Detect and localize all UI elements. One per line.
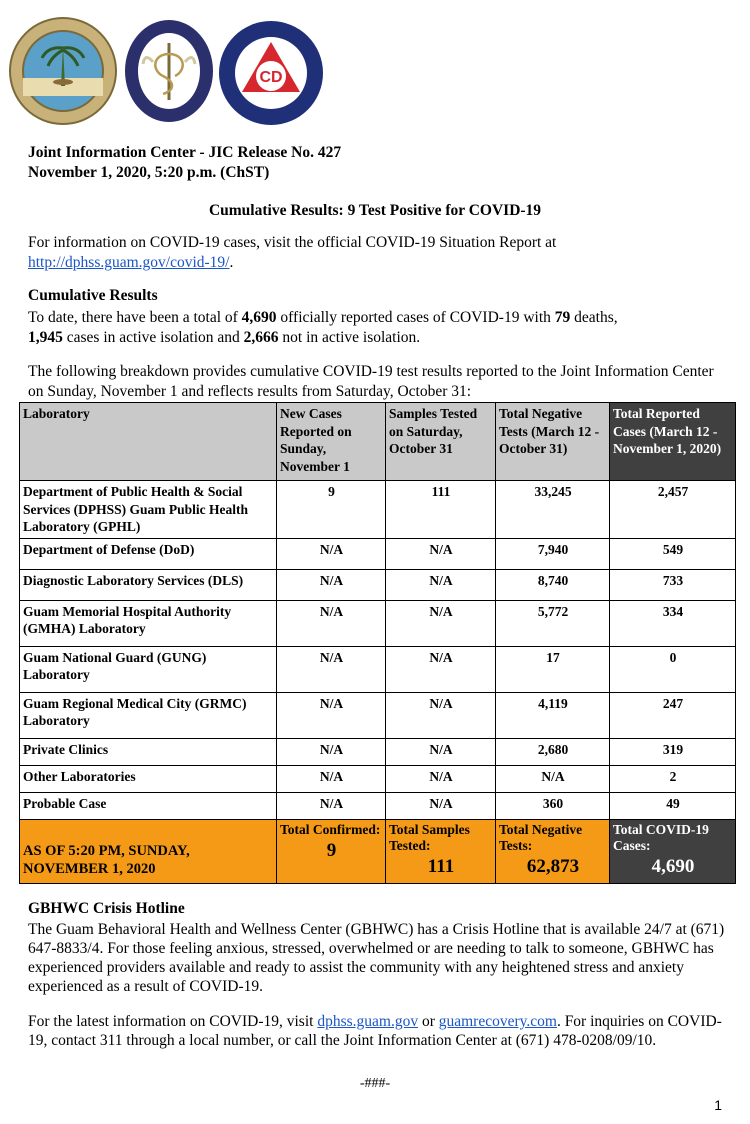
- col-header-laboratory: Laboratory: [20, 403, 277, 481]
- lab-name-cell: Guam Memorial Hospital Authority (GMHA) Laboratory: [20, 600, 277, 646]
- active-isolation-value: 1,945: [28, 329, 63, 346]
- page-number: 1: [714, 1097, 722, 1113]
- total-confirmed-value: 9: [326, 839, 337, 861]
- homeland-security-logo: [218, 20, 324, 126]
- total-negative-cell: Total Negative Tests: 62,873: [496, 819, 610, 883]
- samples-tested-cell: N/A: [386, 738, 496, 765]
- total-negative-cell: 8,740: [496, 569, 610, 600]
- release-date: November 1, 2020, 5:20 p.m. (ChST): [28, 164, 270, 181]
- lab-name-cell: Guam Regional Medical City (GRMC) Laboratory: [20, 692, 277, 738]
- public-health-logo: [123, 18, 215, 124]
- table-row: [20, 600, 736, 646]
- total-negative-cell: 2,680: [496, 738, 610, 765]
- guamrecovery-link[interactable]: guamrecovery.com: [438, 1013, 557, 1030]
- totals-row: [20, 819, 736, 883]
- col-header-total-negative: Total Negative Tests (March 12 - October 31): [496, 403, 610, 481]
- total-negative-cell: 33,245: [496, 481, 610, 539]
- table-header-row: [20, 403, 736, 481]
- total-reported-cell: 334: [610, 600, 736, 646]
- hotline-paragraph: The Guam Behavioral Health and Wellness Center (GBHWC) has a Crisis Hotline that is available 24/7 at (671) 647-8833/4. For those feeling anxious, stressed, overwhelmed or are needing to talk to someone, GBHWC has experienced providers available and ready to assist the community with any heightened stress and anxiety experienced as a result of COVID-19.: [28, 921, 725, 995]
- total-samples-cell: Total Samples Tested: 111: [386, 819, 496, 883]
- col-header-total-reported: Total Reported Cases (March 12 - November 1, 2020): [610, 403, 736, 481]
- samples-tested-cell: N/A: [386, 692, 496, 738]
- lab-name-cell: Private Clinics: [20, 738, 277, 765]
- table-row: [20, 481, 736, 539]
- lab-name-cell: Department of Defense (DoD): [20, 538, 277, 569]
- total-reported-cell: 733: [610, 569, 736, 600]
- col-header-samples-tested: Samples Tested on Saturday, October 31: [386, 403, 496, 481]
- page-title: Cumulative Results: 9 Test Positive for COVID-19: [208, 202, 542, 219]
- total-cases-value: 4,690: [241, 309, 277, 326]
- new-cases-cell: N/A: [277, 569, 386, 600]
- total-reported-cell: 0: [610, 646, 736, 692]
- total-negative-cell: 7,940: [496, 538, 610, 569]
- total-negative-cell: 5,772: [496, 600, 610, 646]
- svg-text:CD: CD: [259, 69, 283, 86]
- total-negative-cell: 17: [496, 646, 610, 692]
- table-row: [20, 538, 736, 569]
- total-reported-cell: 247: [610, 692, 736, 738]
- new-cases-cell: N/A: [277, 600, 386, 646]
- table-row: [20, 792, 736, 819]
- release-number: Joint Information Center - JIC Release No. 427: [28, 144, 342, 161]
- samples-tested-cell: N/A: [386, 538, 496, 569]
- situation-report-link[interactable]: http://dphss.guam.gov/covid-19/: [28, 254, 230, 271]
- new-cases-cell: N/A: [277, 646, 386, 692]
- as-of-cell: AS OF 5:20 PM, SUNDAY, NOVEMBER 1, 2020: [20, 819, 277, 883]
- lab-name-cell: Other Laboratories: [20, 765, 277, 792]
- latest-info-paragraph: For the latest information on COVID-19, visit dphss.guam.gov or guamrecovery.com. For inquiries on COVID-19, contact 311 through a local number, or call the Joint Information Center at (671) 478-0208/09/10.: [28, 1013, 722, 1049]
- lab-name-cell: Department of Public Health & Social Services (DPHSS) Guam Public Health Laboratory (GPHL): [20, 481, 277, 539]
- breakdown-intro: The following breakdown provides cumulative COVID-19 test results reported to the Joint Information Center on Sunday, November 1 and reflects results from Saturday, October 31:: [28, 363, 714, 400]
- table-row: [20, 765, 736, 792]
- total-confirmed-cell: Total Confirmed: 9: [277, 819, 386, 883]
- hotline-heading: GBHWC Crisis Hotline: [28, 900, 185, 917]
- lab-name-cell: Diagnostic Laboratory Services (DLS): [20, 569, 277, 600]
- lab-name-cell: Guam National Guard (GUNG) Laboratory: [20, 646, 277, 692]
- dphss-link[interactable]: dphss.guam.gov: [317, 1013, 419, 1030]
- new-cases-cell: N/A: [277, 765, 386, 792]
- lab-name-cell: Probable Case: [20, 792, 277, 819]
- samples-tested-cell: N/A: [386, 765, 496, 792]
- total-cases-value-cell: 4,690: [651, 855, 695, 877]
- table-row: [20, 738, 736, 765]
- new-cases-cell: N/A: [277, 692, 386, 738]
- new-cases-cell: N/A: [277, 538, 386, 569]
- new-cases-cell: 9: [277, 481, 386, 539]
- samples-tested-cell: N/A: [386, 792, 496, 819]
- table-row: [20, 646, 736, 692]
- table-row: [20, 692, 736, 738]
- total-negative-value: 62,873: [526, 855, 580, 877]
- total-reported-cell: 49: [610, 792, 736, 819]
- total-cases-cell: Total COVID-19 Cases: 4,690: [610, 819, 736, 883]
- governor-seal-logo: [8, 16, 118, 126]
- results-table: [19, 402, 736, 884]
- total-negative-cell: 4,119: [496, 692, 610, 738]
- samples-tested-cell: N/A: [386, 569, 496, 600]
- col-header-new-cases: New Cases Reported on Sunday, November 1: [277, 403, 386, 481]
- table-row: [20, 569, 736, 600]
- samples-tested-cell: N/A: [386, 600, 496, 646]
- not-active-value: 2,666: [243, 329, 279, 346]
- cumulative-heading: Cumulative Results: [28, 287, 158, 304]
- total-samples-value: 111: [427, 855, 455, 877]
- samples-tested-cell: 111: [386, 481, 496, 539]
- total-negative-cell: 360: [496, 792, 610, 819]
- total-reported-cell: 319: [610, 738, 736, 765]
- samples-tested-cell: N/A: [386, 646, 496, 692]
- new-cases-cell: N/A: [277, 792, 386, 819]
- total-reported-cell: 2: [610, 765, 736, 792]
- end-mark: -###-: [359, 1076, 391, 1091]
- info-paragraph: For information on COVID-19 cases, visit the official COVID-19 Situation Report at http://dphss.guam.gov/covid-19/.: [28, 234, 557, 271]
- cumulative-paragraph: To date, there have been a total of 4,690 officially reported cases of COVID-19 with 79 deaths, 1,945 cases in active isolation and 2,666 not in active isolation.: [28, 309, 618, 346]
- total-negative-cell: N/A: [496, 765, 610, 792]
- new-cases-cell: N/A: [277, 738, 386, 765]
- total-reported-cell: 549: [610, 538, 736, 569]
- total-reported-cell: 2,457: [610, 481, 736, 539]
- deaths-value: 79: [554, 309, 571, 326]
